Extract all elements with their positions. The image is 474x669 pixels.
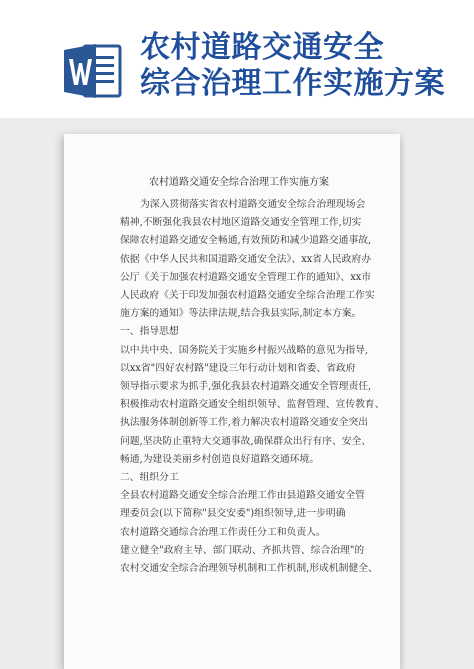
paragraph-line: 以中共中央、国务院关于实施乡村振兴战略的意见为指导, (120, 344, 369, 356)
paragraph-line: 人民政府《关于印发加强农村道路交通安全综合治理工作实 (120, 290, 375, 302)
paragraph-line: 农村交通安全综合治理领导机制和工作机制,形成机制健全、 (120, 563, 378, 575)
banner-title-line-1: 农村道路交通安全 (140, 30, 384, 65)
paragraph-line: 公厅《关于加强农村道路交通安全管理工作的通知》、xx市 (120, 271, 372, 283)
paragraph-line: 执法服务体制创新等工作,着力解决农村道路交通安全突出 (120, 417, 369, 429)
paragraph-line: 建立健全"政府主导、部门联动、齐抓共管、综合治理"的 (120, 544, 365, 556)
document-page (64, 134, 400, 669)
paragraph-line: 全县农村道路交通安全综合治理工作由县道路交通安全管 (120, 490, 365, 502)
paragraph-line: 精神,不断强化我县农村地区道路交通安全管理工作,切实 (120, 217, 362, 229)
paragraph-line: 畅通,为建设美丽乡村创造良好道路交通环境。 (120, 453, 320, 465)
section-heading: 二、组织分工 (120, 472, 179, 484)
paragraph-line: 以xx省"四好农村路"建设三年行动计划和省委、省政府 (120, 362, 356, 374)
paragraph-line: 保障农村道路交通安全畅通,有效预防和减少道路交通事故, (120, 235, 372, 247)
paragraph-line: 问题,坚决防止重特大交通事故,确保群众出行有序、安全、 (120, 435, 372, 447)
header-banner (0, 0, 474, 118)
paragraph-line: 施方案的通知》等法律法规,结合我县实际,制定本方案。 (120, 308, 362, 320)
paragraph-line: 农村道路交通综合治理工作责任分工和负责人。 (120, 526, 326, 538)
banner-title-line-2: 综合治理工作实施方案 (140, 66, 445, 101)
paragraph-line: 积极推动农村道路交通安全组织领导、监督管理、宣传教育、 (120, 399, 385, 411)
paragraph-line: 领导指示要求为抓手,强化我县农村道路交通安全管理责任, (120, 381, 372, 393)
paragraph-line: 依据《中华人民共和国道路交通安全法》、xx省人民政府办 (120, 253, 372, 265)
paragraph-line: 理委员会(以下简称"县交安委")组织领导,进一步明确 (120, 508, 346, 520)
document-title: 农村道路交通安全综合治理工作实施方案 (149, 177, 329, 188)
section-heading: 一、指导思想 (120, 326, 179, 338)
word-document-icon (62, 42, 124, 100)
document-body (120, 174, 385, 578)
paragraph-line: 为深入贯彻落实省农村道路交通安全综合治理现场会 (140, 199, 366, 210)
